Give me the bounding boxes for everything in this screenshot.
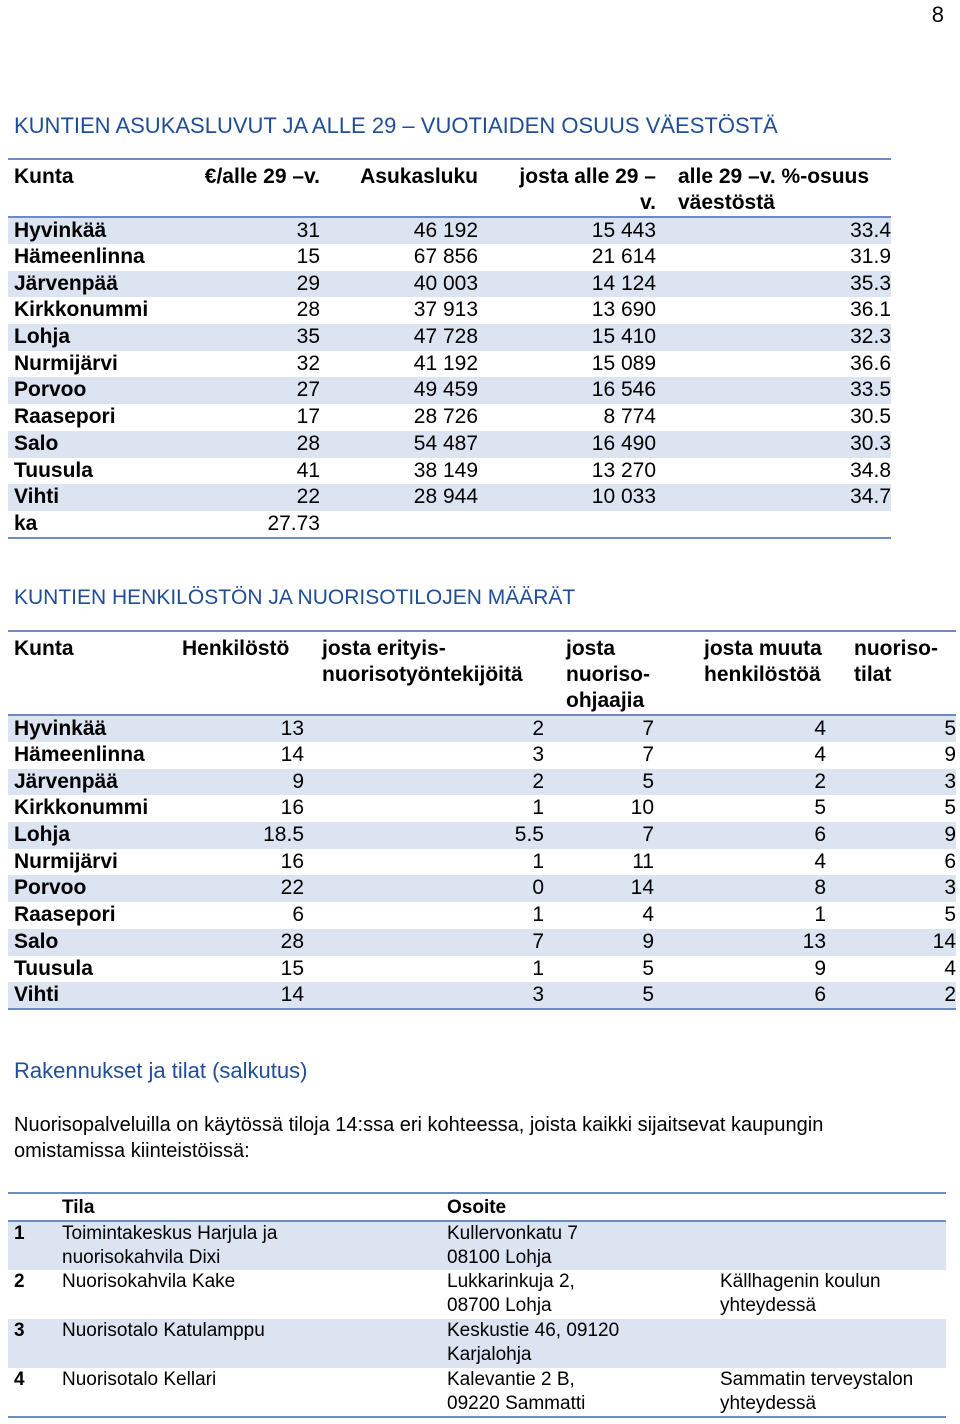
cell-tila: Toimintakeskus Harjula ja nuorisokahvila Dixi [62,1223,278,1268]
table-row [8,297,891,324]
cell-value: 5 [944,903,956,927]
cell-value: 5 [642,769,654,793]
cell-kunta: Järvenpää [14,769,118,793]
table-row [8,1319,946,1368]
cell-index: 1 [14,1223,25,1244]
cell-kunta: Hyvinkää [14,717,107,740]
header-osoite: Osoite [447,1193,720,1221]
table-row [8,431,891,458]
cell-value: 16 546 [591,378,656,402]
cell-value: 10 033 [591,485,656,509]
cell-value: 15 443 [591,219,656,242]
cell-value: 41 [296,458,320,482]
header-under29-share: alle 29 –v. %-osuus väestöstä [656,159,891,217]
cell-value: 9 [814,956,826,980]
header-kunta: Kunta [8,631,176,715]
cell-value: 34.8 [850,458,891,482]
cell-note [720,1319,946,1368]
cell-value: 14 [280,743,304,766]
cell-value: 29 [296,271,320,295]
table-row [8,351,891,378]
cell-value: 0 [532,876,544,900]
cell-value: 7 [642,743,654,766]
cell-kunta: Järvenpää [14,271,118,295]
table-header-row [8,159,891,217]
table-row [8,1368,946,1417]
cell-value: 9 [292,769,304,793]
cell-kunta: Salo [14,929,59,953]
cell-kunta: Raasepori [14,903,116,927]
cell-value: 5 [944,796,956,820]
cell-value: 40 003 [413,271,478,295]
section3-title: Rakennukset ja tilat (salkutus) [14,1058,308,1083]
cell-value: 5 [642,983,654,1007]
cell-value: 3 [944,769,956,793]
page-number: 8 [931,2,944,27]
table-row [8,742,956,769]
cell-value: 6 [814,823,826,847]
table-row [8,404,891,431]
cell-value: 15 [280,956,304,980]
cell-value: 5 [642,956,654,980]
cell-value: 2 [532,717,544,740]
cell-value: 1 [532,956,544,980]
cell-value: 67 856 [413,245,478,268]
cell-value: 5 [814,796,826,820]
table-row [8,244,891,271]
cell-value: 28 [296,431,320,455]
cell-value: 15 089 [591,351,656,375]
cell-kunta: Tuusula [14,458,93,482]
cell-value: 28 [280,929,304,953]
cell-value: 22 [296,485,320,509]
cell-osoite: Lukkarinkuja 2, 08700 Lohja [447,1271,575,1316]
cell-value: 21 614 [591,245,656,268]
cell-value: 15 [296,245,320,268]
cell-value: 4 [944,956,956,980]
table-row [8,982,956,1009]
cell-kunta: Salo [14,431,59,455]
cell-value: 18.5 [263,823,304,847]
section1-title: KUNTIEN ASUKASLUVUT JA ALLE 29 – VUOTIAIDEN OSUUS VÄESTÖSTÄ [14,113,778,138]
header-other-staff: josta muuta henkilöstöä [682,631,832,715]
facilities-table [8,1192,946,1418]
cell-osoite: Kalevantie 2 B, 09220 Sammatti [447,1369,586,1414]
cell-value: 38 149 [413,458,478,482]
cell-value: 54 487 [413,431,478,455]
table-row [8,929,956,956]
cell-kunta: Kirkkonummi [14,298,149,322]
cell-value: 17 [296,405,320,429]
cell-value: 14 124 [591,271,656,295]
cell-value: 4 [814,717,826,740]
cell-value: 13 690 [591,298,656,322]
cell-value: 6 [292,903,304,927]
cell-kunta: Tuusula [14,956,93,980]
cell-note: Sammatin terveystalon yhteydessä [720,1369,914,1414]
cell-value: 1 [532,903,544,927]
cell-value [320,511,478,538]
cell-value: 2 [944,983,956,1007]
cell-value: 31 [296,219,320,242]
cell-kunta: Porvoo [14,876,87,900]
cell-kunta: Vihti [14,983,60,1007]
header-kunta: Kunta [8,159,178,217]
cell-value: 16 490 [591,431,656,455]
table-header-row [8,1193,946,1221]
table-row [8,217,891,244]
cell-value: 9 [642,929,654,953]
cell-value: 13 [802,929,826,953]
cell-kunta: Lohja [14,325,70,349]
cell-kunta: Hyvinkää [14,219,107,242]
cell-value: 7 [642,823,654,847]
table-row [8,795,956,822]
header-staff: Henkilöstö [176,631,304,715]
header-note [720,1193,946,1221]
cell-value: 3 [532,983,544,1007]
cell-value: 11 [632,849,654,873]
cell-value: 3 [532,743,544,766]
cell-value: 6 [814,983,826,1007]
population-table [8,158,891,539]
cell-value: 31.9 [850,245,891,268]
cell-kunta: Porvoo [14,378,87,402]
cell-value: 5.5 [514,823,544,847]
cell-kunta: Hämeenlinna [14,743,145,766]
cell-value: 1 [814,903,826,927]
cell-index: 4 [14,1369,25,1390]
cell-value: 36.6 [850,351,891,375]
cell-kunta: Kirkkonummi [14,796,149,820]
cell-value: 36.1 [850,298,891,322]
cell-value: 1 [532,849,544,873]
table-row [8,271,891,298]
header-special-youth-workers: josta erityis-nuorisotyöntekijöitä [304,631,544,715]
table-row [8,484,891,511]
cell-value: 28 944 [413,485,478,509]
cell-value: 22 [280,876,304,900]
header-youth-instructors: josta nuoriso-ohjaajia [544,631,682,715]
table-row [8,956,956,983]
cell-value: 15 410 [591,325,656,349]
cell-value: 27 [296,378,320,402]
cell-value: 4 [642,903,654,927]
header-euro-per-under29: €/alle 29 –v. [178,159,320,217]
cell-value: 1 [532,796,544,820]
cell-value: 9 [944,743,956,766]
cell-value: 33.5 [850,378,891,402]
cell-kunta: ka [14,511,38,535]
cell-osoite: Kullervonkatu 7 08100 Lohja [447,1223,578,1268]
cell-value: 47 728 [413,325,478,349]
header-under29: josta alle 29 – v. [478,159,656,217]
table-row [8,377,891,404]
cell-value: 35.3 [850,271,891,295]
cell-value: 6 [944,849,956,873]
cell-index: 3 [14,1320,25,1341]
cell-kunta: Lohja [14,823,70,847]
cell-kunta: Vihti [14,485,60,509]
cell-value [478,511,656,538]
cell-value: 3 [944,876,956,900]
cell-value: 34.7 [850,485,891,509]
cell-value: 41 192 [413,351,478,375]
cell-value: 49 459 [413,378,478,402]
header-youth-facilities: nuoriso-tilat [832,631,956,715]
cell-value: 13 [280,717,304,740]
cell-osoite: Keskustie 46, 09120 Karjalohja [447,1320,620,1365]
cell-tila: Nuorisokahvila Kake [62,1271,236,1292]
table-row [8,458,891,485]
cell-value: 9 [944,823,956,847]
cell-value: 30.3 [850,431,891,455]
cell-value: 30.5 [850,405,891,429]
cell-value: 10 [630,796,654,820]
table-row [8,769,956,796]
cell-value: 35 [296,325,320,349]
cell-value: 2 [532,769,544,793]
cell-note: Källhagenin koulun yhteydessä [720,1271,881,1316]
cell-value: 13 270 [591,458,656,482]
header-population: Asukasluku [320,159,478,217]
table-row [8,875,956,902]
section2-title: KUNTIEN HENKILÖSTÖN JA NUORISOTILOJEN MÄÄRÄT [14,586,576,609]
cell-value: 2 [814,769,826,793]
cell-value: 7 [532,929,544,953]
cell-value: 33.4 [850,219,891,242]
cell-kunta: Hämeenlinna [14,245,145,268]
cell-value: 5 [944,717,956,740]
cell-value: 28 [296,298,320,322]
cell-value: 14 [932,929,956,953]
cell-value: 16 [280,796,304,820]
cell-value: 8 774 [603,405,656,429]
cell-tila: Nuorisotalo Kellari [62,1369,217,1390]
table-row [8,324,891,351]
table-row [8,1221,946,1270]
table-row [8,822,956,849]
cell-value: 14 [630,876,654,900]
cell-value: 32 [296,351,320,375]
cell-value: 28 726 [413,405,478,429]
table-row [8,1270,946,1319]
header-tila: Tila [62,1193,447,1221]
cell-value: 27.73 [267,511,320,535]
cell-value: 7 [642,717,654,740]
cell-kunta: Nurmijärvi [14,351,118,375]
cell-kunta: Nurmijärvi [14,849,118,873]
header-index [8,1193,62,1221]
cell-value: 16 [280,849,304,873]
cell-value: 32.3 [850,325,891,349]
cell-value: 4 [814,743,826,766]
staff-table [8,630,956,1010]
cell-note [720,1221,946,1270]
table-row [8,849,956,876]
cell-value [656,511,891,538]
cell-kunta: Raasepori [14,405,116,429]
cell-index: 2 [14,1271,25,1292]
table-row [8,715,956,742]
cell-value: 14 [280,983,304,1007]
table-row [8,902,956,929]
facilities-paragraph: Nuorisopalveluilla on käytössä tiloja 14:ssa eri kohteessa, joista kaikki sijaitsevat kaupungin omistamissa kiinteistöissä: [14,1114,824,1162]
table-header-row [8,631,956,715]
cell-tila: Nuorisotalo Katulamppu [62,1320,265,1341]
table-row [8,511,891,538]
cell-value: 37 913 [413,298,478,322]
cell-value: 8 [814,876,826,900]
cell-value: 46 192 [413,219,478,242]
cell-value: 4 [814,849,826,873]
